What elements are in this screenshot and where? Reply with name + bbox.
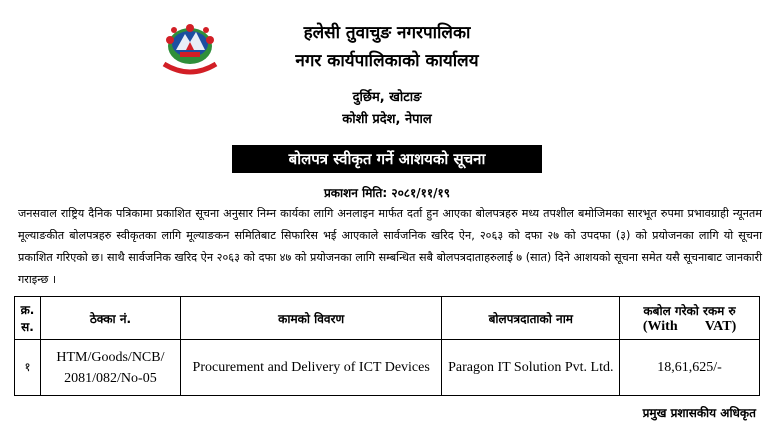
- row-bidder-name: Paragon IT Solution Pvt. Ltd.: [442, 340, 620, 396]
- office-location: दुर्छिम, खोटाङ: [352, 90, 422, 105]
- row-serial: १: [15, 340, 41, 396]
- table-row: [15, 340, 760, 396]
- contract-no-line2: 2081/082/No-05: [64, 370, 157, 386]
- row-contract-no: [40, 340, 180, 396]
- row-work-description: Procurement and Delivery of ICT Devices: [180, 340, 442, 396]
- header-amount-line1: कबोल गरेको रकम रु: [643, 303, 736, 318]
- notice-title: बोलपत्र स्वीकृत गर्ने आशयको सूचना: [232, 145, 542, 173]
- contract-no-line1: HTM/Goods/NCB/: [56, 349, 165, 365]
- header-amount-line2: (With VAT): [642, 318, 737, 334]
- municipality-name: हलेसी तुवाचुङ नगरपालिका: [303, 23, 471, 43]
- header-amount: [620, 297, 760, 340]
- province-country: कोशी प्रदेश, नेपाल: [342, 112, 432, 127]
- header-serial: [15, 297, 41, 340]
- header-contract-no: ठेक्का नं.: [40, 297, 180, 340]
- bid-table: [14, 296, 760, 396]
- row-amount: 18,61,625/-: [620, 340, 760, 396]
- notice-body: जनसवाल राष्ट्रिय दैनिक पत्रिकामा प्रकाशित सूचना अनुसार निम्न कार्यका लागि अनलाइन मार्फत दर्ता हुन आएका बोलपत्रहरु मध्य तपशील बमोजिमका सारभूत रुपमा प्रभावग्राही न्यूनतम मूल्याङकीत बोलपत्रहरु स्वीकृतका लागि मूल्याङकन समितिबाट सिफारिस भई आएकाले सार्वजनिक खरिद ऐन, २०६३ को दफा २७ को उपदफा (३) को प्रयोजनका लागि यो सूचना प्रकाशित गरिएको छ। साथै सार्वजनिक खरिद ऐन २०६३ को दफा ४७ को प्रयोजनका लागि सम्बन्धित सबै बोलपत्रदाताहरुलाई ७ (सात) दिने आशयको सूचना समेत यसै सूचनाबाट जानकारी गराइन्छ ।: [18, 207, 762, 286]
- header-serial-line1: क्र.: [20, 303, 35, 317]
- table-header-row: [15, 297, 760, 340]
- header-work-description: कामको विवरण: [180, 297, 442, 340]
- header-serial-line2: स.: [21, 320, 34, 334]
- signature-title: प्रमुख प्रशासकीय अधिकृत: [642, 406, 756, 420]
- header-bidder-name: बोलपत्रदाताको नाम: [442, 297, 620, 340]
- publication-date: प्रकाशन मिति: २०८१/११/१९: [323, 186, 451, 200]
- office-name: नगर कार्यपालिकाको कार्यालय: [295, 51, 479, 71]
